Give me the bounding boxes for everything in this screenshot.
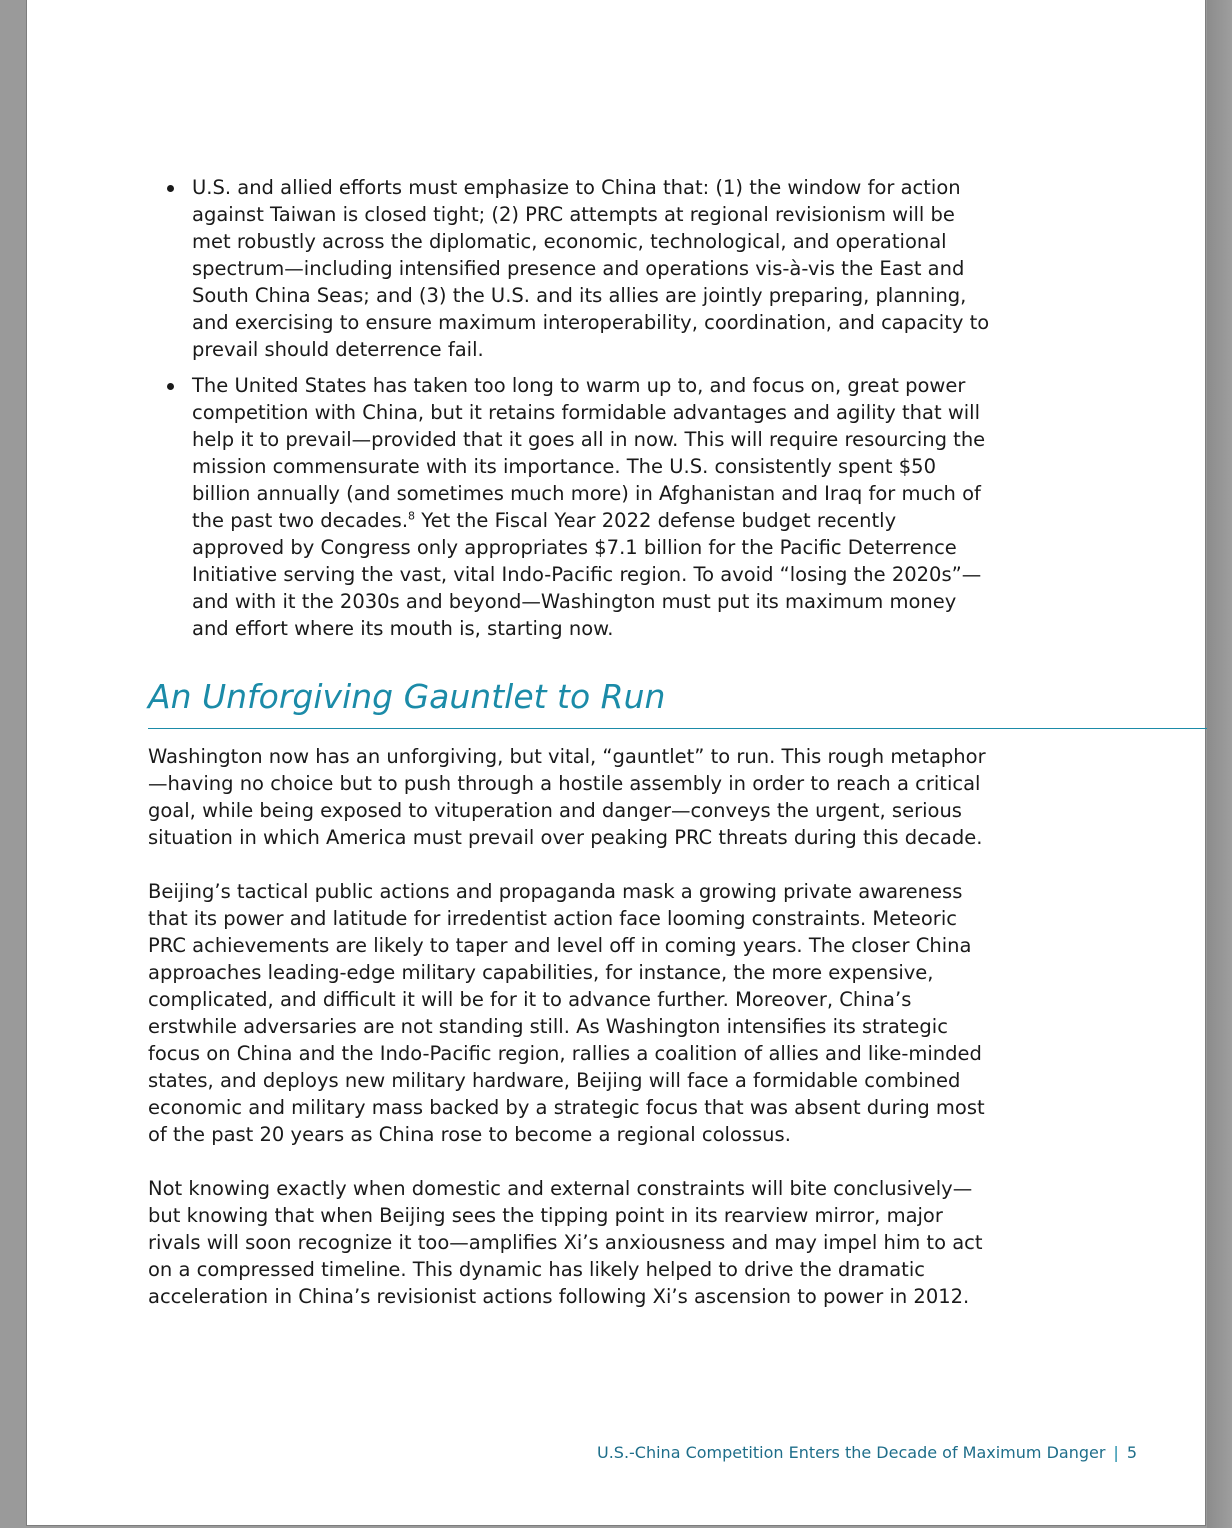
bullet-text: U.S. and allied efforts must emphasize to China that: (1) the window for action against Taiwan is closed tight; (2) PRC attempts at regional revisionism will be met robustly across the diplomatic, economic, technological, and operational spectrum—including intensified presence and operations vis-à-vis the East and South China Seas; and (3) the U.S. and its allies are jointly preparing, planning, and exercising to ensure maximum interoperability, coordination, and capacity to prevail should deterrence fail. [192,176,990,361]
section-heading: An Unforgiving Gauntlet to Run [148,677,666,716]
section-divider [148,728,1207,729]
bullet-item [164,174,994,363]
bullet-icon [167,383,174,390]
bullet-icon [167,185,174,192]
footer-title: U.S.-China Competition Enters the Decade of Maximum Danger [596,1443,1106,1462]
footer-separator: | [1113,1443,1119,1462]
page-footer [597,1442,1137,1464]
body-paragraph: Not knowing exactly when domestic and external constraints will bite conclusively—but knowing that when Beijing sees the tipping point in its rearview mirror, major rivals will soon recognize it too—amplifies Xi’s anxiousness and may impel him to act on a compressed timeline. This dynamic has likely helped to drive the dramatic acceleration in China’s revisionist actions following Xi’s ascension to power in 2012. [148,1177,983,1308]
page-number: 5 [1126,1443,1137,1462]
bullet-item [164,372,994,642]
body-paragraph: Washington now has an unforgiving, but vital, “gauntlet” to run. This rough metaphor—having no choice but to push through a hostile assembly in order to reach a critical goal, while being exposed to vituperation and danger—conveys the urgent, serious situation in which America must prevail over peaking PRC threats during this decade. [148,745,986,849]
document-page [26,0,1206,1526]
bullet-list [164,174,994,651]
footnote-reference[interactable]: 8 [408,509,416,523]
bullet-text-part: The United States has taken too long to warm up to, and focus on, great power competition with China, but it retains formidable advantages and agility that will help it to prevail—provided that it goes all in now. This will require resourcing the mission commensurate with its importance. The U.S. consistently spent $50 billion annually (and sometimes much more) in Afghanistan and Iraq for much of the past two decades. [192,374,986,532]
body-paragraph: Beijing’s tactical public actions and propaganda mask a growing private awareness that its power and latitude for irredentist action face looming constraints. Meteoric PRC achievements are likely to taper and level off in coming years. The closer China approaches leading-edge military capabilities, for instance, the more expensive, complicated, and difficult it will be for it to advance further. Moreover, China’s erstwhile adversaries are not standing still. As Washington intensifies its strategic focus on China and the Indo-Pacific region, rallies a coalition of allies and like-minded states, and deploys new military hardware, Beijing will face a formidable combined economic and military mass backed by a strategic focus that was absent during most of the past 20 years as China rose to become a regional colossus. [148,880,985,1146]
bullet-text [192,372,994,642]
bullet-text-part: Yet the Fiscal Year 2022 defense budget recently approved by Congress only appropriates $7.1 billion for the Pacific Deterrence Initiative serving the vast, vital Indo-Pacific region. To avoid “losing the 2020s”—and with it the 2030s and beyond—Washington must put its maximum money and effort where its mouth is, starting now. [192,509,982,640]
viewer-margin [1207,0,1232,1528]
